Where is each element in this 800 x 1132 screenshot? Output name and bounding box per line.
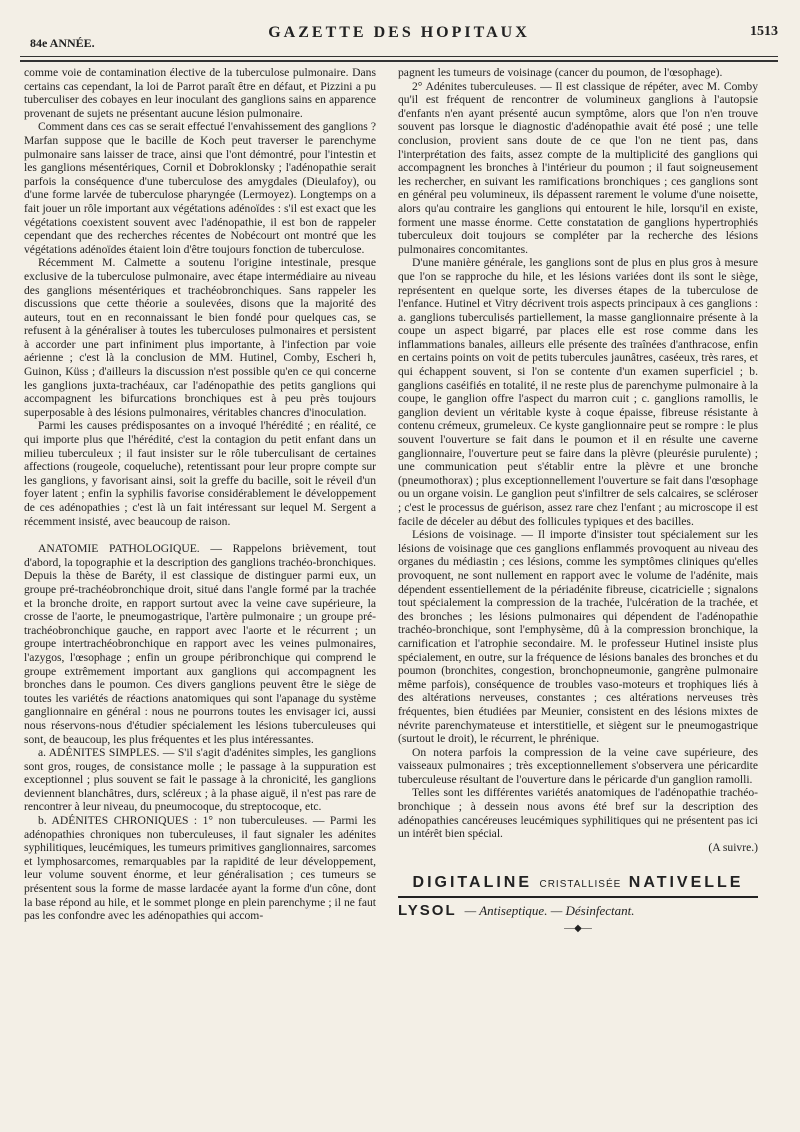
ornament-divider: —◆— bbox=[564, 922, 592, 934]
paragraph: Parmi les causes prédisposantes on a invoqué l'hérédité ; en réalité, ce qui importe plus que l'hérédité, c'est la contagion du petit enfant dans un milieu tuberculeux ; il faut insister sur le rôle tuberculisant de certaines affections (rougeole, coqueluche), retentissant pour leur propre compte sur les ganglions, y favorisant ainsi, soit la greffe du bacille, soit le réveil d'un foyer latent ; enfin la syphilis favorise considérablement le développement de ces adénopathies ; c'est là un fait intéressant sur lequel M. Sergent a récemment insisté, avec beaucoup de raison. bbox=[24, 419, 376, 528]
to-be-continued: (A suivre.) bbox=[708, 840, 758, 854]
ad-cristallisee: CRISTALLISÉE bbox=[539, 879, 622, 891]
paragraph: pagnent les tumeurs de voisinage (cancer du poumon, de l'œsophage). bbox=[398, 66, 723, 79]
ad-lysol-text: — Antiseptique. — Désinfectant. bbox=[464, 903, 635, 919]
header-rule bbox=[20, 56, 778, 57]
paragraph: On notera parfois la compression de la veine cave supérieure, des vaisseaux pulmonaires ; très exceptionnellement s'observera une péricardite tuberculeuse résultant de l'ouverture dans le péricarde d'un ganglion ramolli. bbox=[398, 745, 758, 786]
page-number: 1513 bbox=[750, 24, 778, 39]
lysol-ad bbox=[398, 904, 758, 918]
paragraph: Récemment M. Calmette a soutenu l'origine intestinale, presque exclusive de la tuberculose pulmonaire, avec étape intermédiaire au niveau des ganglions mésentériques et trachéobronchiques. Sans rappeler les discussions que cette théorie a soulevées, disons que la majorité des auteurs, tout en en reconnaissant le bien fondé pour quelques cas, se refusent à la généraliser à toutes les tuberculoses pulmonaires et persistent à accorder une part infiniment plus importante, à l'infection par voie aérienne ; c'est là la conclusion de MM. Hutinel, Comby, Escheri h, Guinon, Küss ; d'ailleurs la discussion n'est possible qu'en ce qui concerne les ganglions juxta-trachéaux, car l'adénopathie des petits ganglions qui accompagnent les bifurcations bronchiques est à peu près toujours superposable à des lésions pulmonaires, véritables chancres d'inoculation. bbox=[24, 256, 376, 419]
ad-lysol-brand: LYSOL bbox=[398, 902, 457, 920]
paragraph: Comment dans ces cas se serait effectué l'envahissement des ganglions ? Marfan suppose que le bacille de Koch peut traverser le parenchyme pulmonaire sans laisser de trace, ainsi que l'ont démontré, pour l'intestin et les ganglions mésentériques, Cornil et Dobroklonsky ; l'adénopathie serait parfois la conséquence d'une tuberculose des amygdales (Dieulafoy), ou d'une forme larvée de tuberculose pharyngée (Lermoyez). Longtemps on a fait jouer un rôle important aux végétations adénoïdes : s'il est exact que les végétations coexistent souvent avec l'adénopathie, il est bon de rappeler cependant que des recherches récentes de Nobécourt ont montré que les végétations adénoïdes étaient loin d'être toujours fonction de tuberculose. bbox=[24, 120, 376, 256]
page-header bbox=[20, 18, 778, 68]
header-rule-thick bbox=[20, 60, 778, 62]
left-column bbox=[24, 66, 376, 923]
journal-title: GAZETTE DES HOPITAUX bbox=[268, 24, 530, 41]
digitaline-ad bbox=[398, 876, 758, 892]
section-anatomie: ANATOMIE PATHOLOGIQUE. — Rappelons brièvement, tout d'abord, la topographie et la description des ganglions trachéo-bronchiques. Depuis la thèse de Baréty, il est classique de distinguer parmi eux, un groupe pré-trachéobronchique droit, situé dans l'angle formé par la trachée et la bronche droite, en rapport surtout avec la veine cave supérieure, la crosse de l'aorte, le pneumogastrique, l'artère pulmonaire ; un groupe pré-trachéobronchique gauche, en rapport avec l'aorte et le récurrent ; un groupe intertrachéobronchique en rapport avec les veines pulmonaires, l'azygos, l'œsophage ; enfin un groupe péribronchique qui comprend le groupe extrêmement important aux ganglions qui accompagnent les bronches dans le poumon. Ces divers ganglions peuvent être le siège de toutes les variétés de réactions anatomiques qui sont l'apanage du système ganglionnaire en général : nous ne pourrons toutes les envisager ici, aussi nous réservons-nous d'étudier spécialement les lésions tuberculeuses qui sont, de beaucoup, les plus fréquentes et les plus intéressantes. bbox=[24, 542, 376, 746]
paragraph: Lésions de voisinage. — Il importe d'insister tout spécialement sur les lésions de voisinage que ces ganglions enflammés provoquent au niveau des organes du médiastin ; ces lésions, comme les symptômes cliniques qu'elles provoquent, ne sont nullement en rapport avec le volume de l'adénite, mais dépendent essentiellement de la périadénite fibreuse, cicatricielle ; signalons tout spécialement la compression de la trachée, l'ulcération de la trachée, et des bronches ; les lésions pulmonaires qui dépendent de l'adénopathie trachéo-bronchique, sont l'emphysème, dû à la compression bronchique, la carnification et l'atrophie secondaire. M. le professeur Hutinel insiste plus spécialement, en outre, sur la fréquence de lésions banales des bronches et du poumon (bronchites, congestion, bronchopneumonie, gangrène pulmonaire même parfois), conséquence de troubles vaso-moteurs et trophiques liés à des altérations nerveuses, constantes ; ces altérations nerveuses très fréquentes, bien étudiées par Meunier, consistent en des lésions mixtes de névrite parenchymateuse et interstitielle, et siègent sur le pneumogastrique (surtout le droit), le récurrent, le phrénique. bbox=[398, 528, 758, 746]
right-column bbox=[398, 66, 758, 935]
ad-nativelle: NATIVELLE bbox=[628, 874, 744, 892]
ad-digitaline: DIGITALINE bbox=[412, 874, 533, 892]
edition-year: 84e ANNÉE. bbox=[30, 36, 95, 50]
paragraph: a. ADÉNITES SIMPLES. — S'il s'agit d'adénites simples, les ganglions sont gros, rouges, de consistance molle ; le passage à la suppuration est exceptionnel ; plus souvent se fait le passage à la chronicité, les ganglions deviennent blanchâtres, durs, scléreux ; à la phase aiguë, il n'est pas rare de rencontrer à leur niveau, du pneumocoque, du streptocoque, etc. bbox=[24, 746, 376, 814]
paragraph: D'une manière générale, les ganglions sont de plus en plus gros à mesure que l'on se rapproche du hile, et les lésions variées dont ils sont le siège, représentent en quelque sorte, les diverses étapes de la tuberculose de l'enfance. Hutinel et Vitry décrivent trois aspects principaux à ces ganglions : a. ganglions tuberculisés partiellement, la masse ganglionnaire présente à la coupe un aspect bigarré, par places elle est rose comme dans les inflammations banales, ailleurs elle présente des traînées d'anthracose, enfin en certains points on voit de petits tubercules jaunâtres, caséeux, très rares, et qui échappent souvent, si l'on se contente d'un examen superficiel ; b. ganglions caséifiés en totalité, il ne reste plus de parenchyme pulmonaire à la coupe, le ganglion offre l'aspect du marron cuit ; c. ganglions ramollis, le ganglion devient un véritable kyste à coque épaisse, fibreuse résistante à contenu crémeux, grumeleux. Ce kyste ganglionnaire peut se rompre : le plus souvent l'ouverture se fait dans le poumon et il en résulte une caverne ganglionnaire, l'ouverture peut se faire dans la plèvre (pleurésie purulente) ; une communication peut s'établir entre la plèvre et une bronche (pneumothorax) ; plus exceptionnellement l'ouverture se fait dans l'œsophage ou un organe voisin. Le ganglion peut s'infiltrer de sels calcaires, se scléroser ; c'est le processus de guérison, assez rare chez l'enfant ; au microscope il est facile de déceler au début des follicules typiques et des bacilles. bbox=[398, 256, 758, 528]
paragraph: comme voie de contamination élective de la tuberculose pulmonaire. Dans certains cas cependant, la loi de Parrot paraît être en défaut, et Pizzini a pu tuberculiser des cobayes en leur inoculant des ganglions sains en apparence provenant de sujets ne présentant aucune lésion pulmonaire. bbox=[24, 66, 376, 120]
paragraph: Telles sont les différentes variétés anatomiques de l'adénopathie trachéo-bronchique ; à dessein nous avons été bref sur la description des adénopathies cancéreuses leucémiques syphilitiques qui ne présentent pas ici un intérêt bien spécial. bbox=[398, 786, 758, 841]
ad-rule bbox=[398, 896, 758, 898]
paragraph: 2° Adénites tuberculeuses. — Il est classique de répéter, avec M. Comby qu'il est fréquent de rencontrer de volumineux ganglions à l'autopsie d'enfants n'en ayant présenté aucun symptôme, alors que l'on n'en trouve souvent pas lorsque le diagnostic d'adénopathie avait été posé ; une telle conclusion, provient sans doute de ce que l'on ne tient pas, dans l'interprétation des faits, assez compte de la multiplicité des ganglions qui accompagnent les bronches à l'intérieur du poumon ; il faut soigneusement les rechercher, en suivant les ramifications bronchiques ; ces ganglions sont en général peu volumineux, ils dépassent rarement le volume d'une noisette, alors qu'au contraire les ganglions qui entourent le hile, lorsqu'il en existe, forment une masse énorme. Cette constatation de ganglions hypertrophiés tuberculeux doit toujours se compléter par la recherche des lésions pulmonaires concomitantes. bbox=[398, 79, 758, 256]
advertisement-block bbox=[398, 876, 758, 935]
paragraph: b. ADÉNITES CHRONIQUES : 1° non tuberculeuses. — Parmi les adénopathies chroniques non tuberculeuses, il faut signaler les adénites syphilitiques, leucémiques, les tumeurs primitives ganglionnaires, sarcomes et lymphosarcomes, remarquables par la rapidité de leur développement, leur volume souvent énorme, et leur généralisation ; ces tumeurs se présentent sous la forme de masse lardacée ayant la forme d'un cône, dont la base répond au hile, et le sommet plonge en plein parenchyme ; il ne faut pas les confondre avec les adénopathies qui accom- bbox=[24, 814, 376, 923]
